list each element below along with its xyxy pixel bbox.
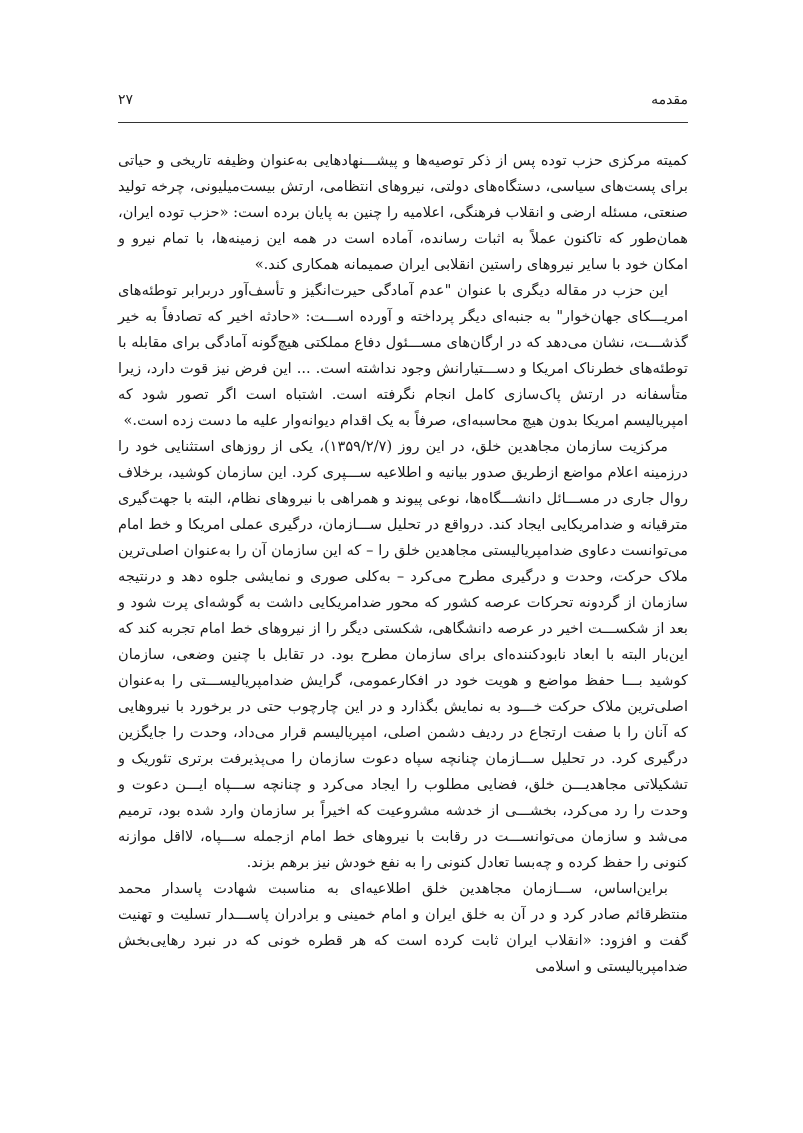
- section-title: مقدمه: [651, 92, 688, 108]
- page-number: ۲۷: [118, 92, 134, 108]
- paragraph: مرکزیت سازمان مجاهدین خلق، در این روز (۱۳۵۹/۲/۷)، یکی از روزهای استثنایی خود را درزمینه اعلام مواضع ازطریق صدور بیانیه و اطلاعیه ســـپری کرد. این سازمان کوشید، برخلاف روال جاری در مســـائل دانشـــگاه‌ها، نوعی پیوند و همراهی با نیروهای نظام، البته با جهت‌گیری مترقیانه و ضدامریکایی ایجاد کند. درواقع در تحلیل ســـازمان، درگیری عملی امریکا و خط امام می‌توانست دعاوی ضدامپریالیستی مجاهدین خلق را – که این سازمان آن را به‌عنوان اصلی‌ترین ملاک حرکت، وحدت و درگیری مطرح می‌کرد – به‌کلی صوری و نمایشی جلوه دهد و درنتیجه سازمان از گردونه تحرکات عرصه کشور که محور ضدامریکایی داشت به گوشه‌ای پرت شود و بعد از شکســـت اخیر در عرصه دانشگاهی، شکستی دیگر را از نیروهای خط امام تجربه کند که این‌بار البته با ابعاد نابودکننده‌ای برای سازمان مطرح بود. در تقابل با چنین وضعی، سازمان کوشید بـــا حفظ مواضع و هویت خود در افکارعمومی، گرایش ضدامپریالیســـتی را به‌عنوان اصلی‌ترین ملاک حرکت خـــود به نمایش بگذارد و در این چارچوب حتی در برخورد با نیروهایی که آنان را با صفت ارتجاع در ردیف دشمن اصلی، امپریالیسم قرار می‌داد، وحدت را جایگزین درگیری کرد. در تحلیل ســـازمان چنانچه سپاه دعوت سازمان را می‌پذیرفت برتری تئوریک و تشکیلاتی مجاهدیـــن خلق، فضایی مطلوب را ایجاد می‌کرد و چنانچه ســـپاه ایـــن دعوت و وحدت را رد می‌کرد، بخشـــی از خدشه مشروعیت که اخیراً بر سازمان وارد شده بود، ترمیم می‌شد و سازمان می‌توانســـت در رقابت با نیروهای خط امام ازجمله ســـپاه، لااقل موازنه کنونی را حفظ کرده و چه‌بسا تعادل کنونی را به نفع خودش نیز برهم بزند.: [118, 438, 688, 871]
- running-header: [118, 92, 688, 112]
- paragraph: این حزب در مقاله دیگری با عنوان "عدم آمادگی حیرت‌انگیز و تأسف‌آور دربرابر توطئه‌های امریـــکای جهان‌خوار" به جنبه‌ای دیگر پرداخته و آورده اســـت: «حادثه اخیر که تصادفاً به خیر گذشـــت، نشان می‌دهد که در ارگان‌های مســـئول دفاع مملکتی هیچ‌گونه آمادگی برای مقابله با توطئه‌های خطرناک امریکا و دســـتیارانش وجود نداشته است. ... این فرض نیز قوت دارد، زیرا متأسفانه در ارتش پاک‌سازی کامل انجام نگرفته است. اشتباه است اگر تصور شود که امپریالیسم امریکا بدون هیچ محاسبه‌ای، صرفاً به یک اقدام دیوانه‌وار علیه ما دست زده است.»: [118, 282, 688, 429]
- header-rule: [118, 122, 688, 123]
- paragraph: براین‌اساس، ســـازمان مجاهدین خلق اطلاعیه‌ای به مناسبت شهادت پاسدار محمد منتظرقائم صادر کرد و در آن به خلق ایران و امام خمینی و برادران پاســـدار تسلیت و تهنیت گفت و افزود: «انقلاب ایران ثابت کرده است که هر قطره خونی که در نبرد رهایی‌بخش ضدامپریالیستی و اسلامی: [118, 880, 688, 975]
- paragraph: کمیته مرکزی حزب توده پس از ذکر توصیه‌ها و پیشـــنهادهایی به‌عنوان وظیفه تاریخی و حیاتی برای پست‌های سیاسی، دستگاه‌های دولتی، نیروهای انتظامی، ارتش بیست‌میلیونی، چرخه تولید صنعتی، مسئله ارضی و انقلاب فرهنگی، اعلامیه را چنین به پایان برده است: «حزب توده ایران، همان‌طور که تاکنون عملاً به اثبات رسانده، آماده است در همه این زمینه‌ها، با تمام نیرو و امکان خود با سایر نیروهای راستین انقلابی ایران صمیمانه همکاری کند.»: [118, 152, 688, 273]
- body-text: [118, 148, 688, 980]
